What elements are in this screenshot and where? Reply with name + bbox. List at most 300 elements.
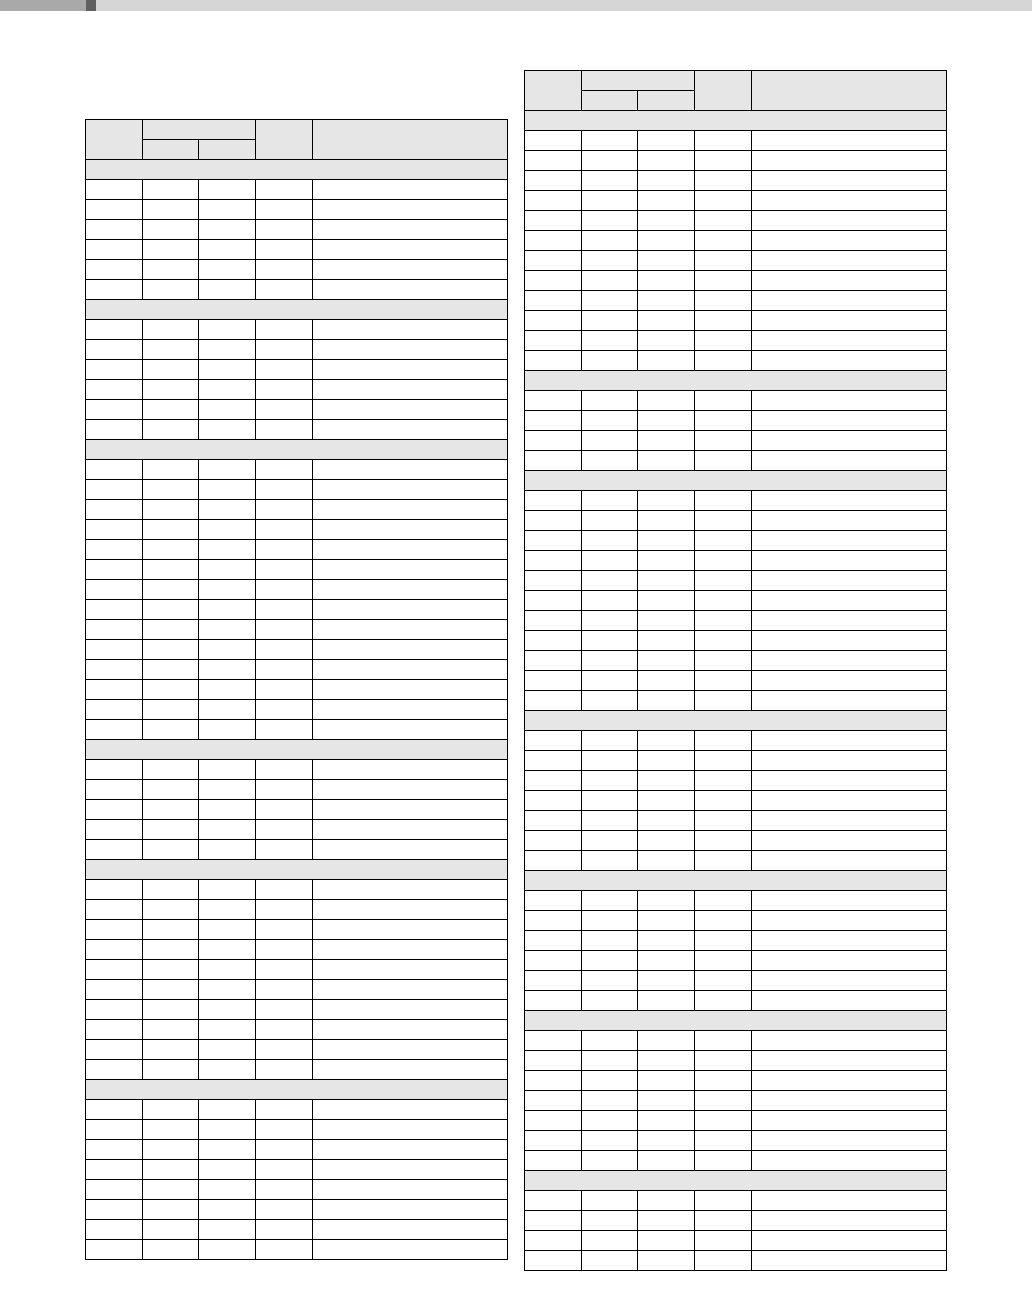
table-cell: [752, 391, 947, 411]
table-cell: [256, 1000, 313, 1020]
table-cell: [525, 1211, 582, 1231]
table-cell: [199, 960, 256, 980]
table-cell: [638, 931, 695, 951]
table-row: [86, 560, 508, 580]
table-cell: [86, 1240, 143, 1260]
table-row: [86, 500, 508, 520]
table-cell: [752, 531, 947, 551]
table-row: [86, 260, 508, 280]
table-row: [525, 891, 947, 911]
table-cell: [143, 620, 199, 640]
table-cell: [525, 151, 582, 171]
table-cell: [525, 571, 582, 591]
table-row: [86, 660, 508, 680]
table-cell: [695, 1051, 752, 1071]
table-row: [525, 1091, 947, 1111]
table-cell: [525, 171, 582, 191]
table-cell: [86, 1060, 143, 1080]
table-cell: [86, 560, 143, 580]
table-cell: [199, 340, 256, 360]
header-sub-1: [143, 140, 199, 160]
data-table-left: [85, 119, 508, 1260]
table-cell: [256, 620, 313, 640]
table-cell: [695, 191, 752, 211]
table-cell: [313, 200, 508, 220]
table-cell: [256, 820, 313, 840]
table-cell: [256, 800, 313, 820]
table-cell: [752, 1111, 947, 1131]
table-cell: [638, 651, 695, 671]
table-cell: [638, 291, 695, 311]
table-cell: [199, 180, 256, 200]
table-cell: [86, 960, 143, 980]
table-cell: [143, 720, 199, 740]
table-cell: [199, 900, 256, 920]
table-row: [525, 351, 947, 371]
table-cell: [638, 351, 695, 371]
table-cell: [313, 1140, 508, 1160]
table-cell: [638, 631, 695, 651]
table-cell: [86, 1100, 143, 1120]
table-cell: [86, 720, 143, 740]
section-title: [525, 371, 947, 391]
table-cell: [695, 991, 752, 1011]
table-cell: [143, 220, 199, 240]
table-cell: [695, 391, 752, 411]
table-cell: [525, 631, 582, 651]
table-cell: [86, 1200, 143, 1220]
table-cell: [525, 1191, 582, 1211]
table-cell: [86, 280, 143, 300]
section-title: [525, 1011, 947, 1031]
table-cell: [525, 891, 582, 911]
table-cell: [695, 811, 752, 831]
table-cell: [582, 971, 638, 991]
table-cell: [638, 151, 695, 171]
section-title: [86, 160, 508, 180]
table-cell: [86, 880, 143, 900]
table-row: [86, 1100, 508, 1120]
table-cell: [695, 1231, 752, 1251]
table-cell: [582, 551, 638, 571]
table-row: [86, 220, 508, 240]
table-row: [525, 731, 947, 751]
table-row: [86, 1240, 508, 1260]
table-cell: [313, 1020, 508, 1040]
table-cell: [313, 1100, 508, 1120]
table-cell: [525, 691, 582, 711]
table-cell: [199, 980, 256, 1000]
table-cell: [256, 200, 313, 220]
table-cell: [199, 1220, 256, 1240]
table-row: [86, 920, 508, 940]
table-cell: [582, 511, 638, 531]
table-cell: [143, 920, 199, 940]
table-row: [86, 180, 508, 200]
table-cell: [86, 540, 143, 560]
table-cell: [582, 891, 638, 911]
table-cell: [199, 420, 256, 440]
table-cell: [695, 1151, 752, 1171]
table-cell: [695, 971, 752, 991]
table-cell: [86, 640, 143, 660]
table-cell: [752, 151, 947, 171]
table-cell: [199, 560, 256, 580]
table-cell: [143, 1120, 199, 1140]
table-row: [86, 580, 508, 600]
table-cell: [313, 380, 508, 400]
table-row: [86, 200, 508, 220]
table-cell: [143, 340, 199, 360]
table-cell: [143, 980, 199, 1000]
table-cell: [752, 551, 947, 571]
table-cell: [582, 991, 638, 1011]
table-cell: [199, 360, 256, 380]
table-cell: [638, 451, 695, 471]
table-cell: [86, 480, 143, 500]
table-cell: [86, 360, 143, 380]
table-cell: [199, 1040, 256, 1060]
table-cell: [695, 151, 752, 171]
table-cell: [313, 680, 508, 700]
table-cell: [256, 660, 313, 680]
table-cell: [313, 760, 508, 780]
table-cell: [143, 820, 199, 840]
table-cell: [256, 600, 313, 620]
table-cell: [695, 331, 752, 351]
table-row: [525, 431, 947, 451]
table-cell: [86, 260, 143, 280]
table-cell: [752, 291, 947, 311]
table-cell: [86, 1020, 143, 1040]
table-cell: [313, 800, 508, 820]
table-cell: [638, 211, 695, 231]
header-col-4: [256, 120, 313, 160]
table-cell: [695, 1031, 752, 1051]
table-row: [86, 960, 508, 980]
table-cell: [199, 460, 256, 480]
table-row: [86, 400, 508, 420]
table-row: [86, 240, 508, 260]
table-cell: [143, 380, 199, 400]
table-cell: [256, 400, 313, 420]
table-cell: [199, 240, 256, 260]
table-cell: [695, 551, 752, 571]
table-cell: [695, 651, 752, 671]
table-cell: [695, 511, 752, 531]
table-cell: [695, 531, 752, 551]
table-cell: [638, 1251, 695, 1271]
table-cell: [313, 940, 508, 960]
table-cell: [199, 620, 256, 640]
table-row: [86, 1000, 508, 1020]
table-cell: [86, 240, 143, 260]
table-cell: [638, 511, 695, 531]
table-cell: [199, 880, 256, 900]
section-row: [525, 871, 947, 891]
table-cell: [752, 991, 947, 1011]
table-cell: [525, 911, 582, 931]
table-row: [525, 851, 947, 871]
table-cell: [695, 1091, 752, 1111]
table-cell: [143, 580, 199, 600]
table-row: [86, 1200, 508, 1220]
table-cell: [582, 771, 638, 791]
table-cell: [143, 700, 199, 720]
table-cell: [86, 980, 143, 1000]
section-title: [86, 740, 508, 760]
table-cell: [313, 260, 508, 280]
table-cell: [638, 411, 695, 431]
table-cell: [582, 231, 638, 251]
table-cell: [199, 220, 256, 240]
table-row: [86, 980, 508, 1000]
table-cell: [752, 791, 947, 811]
table-cell: [313, 360, 508, 380]
table-cell: [638, 491, 695, 511]
table-cell: [638, 611, 695, 631]
table-cell: [582, 1071, 638, 1091]
table-cell: [86, 420, 143, 440]
table-cell: [313, 1180, 508, 1200]
table-cell: [638, 531, 695, 551]
table-cell: [143, 1020, 199, 1040]
table-cell: [313, 220, 508, 240]
table-row: [86, 1160, 508, 1180]
table-cell: [695, 451, 752, 471]
table-row: [525, 931, 947, 951]
table-cell: [525, 291, 582, 311]
section-row: [525, 711, 947, 731]
table-cell: [256, 1040, 313, 1060]
table-cell: [695, 791, 752, 811]
table-cell: [256, 380, 313, 400]
table-row: [525, 271, 947, 291]
table-cell: [199, 1180, 256, 1200]
table-cell: [582, 251, 638, 271]
table-cell: [582, 311, 638, 331]
table-cell: [313, 1200, 508, 1220]
section-row: [86, 1080, 508, 1100]
table-cell: [86, 920, 143, 940]
table-cell: [313, 920, 508, 940]
table-cell: [638, 751, 695, 771]
table-cell: [525, 311, 582, 331]
table-row: [86, 520, 508, 540]
table-cell: [695, 351, 752, 371]
table-row: [525, 131, 947, 151]
table-cell: [256, 680, 313, 700]
accent-bar-dark-segment: [86, 0, 96, 11]
table-cell: [695, 1131, 752, 1151]
table-cell: [143, 180, 199, 200]
table-row: [86, 360, 508, 380]
table-row: [525, 1151, 947, 1171]
table-row: [86, 720, 508, 740]
table-cell: [752, 431, 947, 451]
table-cell: [752, 1031, 947, 1051]
table-cell: [752, 591, 947, 611]
table-cell: [695, 211, 752, 231]
table-cell: [582, 951, 638, 971]
table-row: [86, 840, 508, 860]
table-row: [86, 340, 508, 360]
table-cell: [695, 1111, 752, 1131]
table-cell: [256, 780, 313, 800]
table-cell: [695, 671, 752, 691]
table-cell: [313, 900, 508, 920]
table-cell: [86, 600, 143, 620]
table-row: [525, 311, 947, 331]
table-cell: [86, 380, 143, 400]
table-cell: [313, 720, 508, 740]
table-cell: [86, 180, 143, 200]
table-cell: [313, 1040, 508, 1060]
table-cell: [695, 611, 752, 631]
table-cell: [638, 431, 695, 451]
table-cell: [199, 660, 256, 680]
table-cell: [313, 280, 508, 300]
table-cell: [638, 951, 695, 971]
table-cell: [199, 1120, 256, 1140]
table-cell: [525, 971, 582, 991]
table-cell: [638, 311, 695, 331]
table-row: [525, 611, 947, 631]
table-cell: [695, 131, 752, 151]
table-cell: [313, 600, 508, 620]
table-cell: [256, 1180, 313, 1200]
table-cell: [582, 411, 638, 431]
table-cell: [525, 391, 582, 411]
table-cell: [752, 851, 947, 871]
table-cell: [86, 340, 143, 360]
header-sub-2: [638, 91, 695, 111]
table-cell: [143, 680, 199, 700]
table-cell: [638, 131, 695, 151]
table-cell: [86, 660, 143, 680]
table-cell: [313, 240, 508, 260]
table-cell: [199, 640, 256, 660]
table-cell: [582, 391, 638, 411]
table-row: [86, 420, 508, 440]
table-cell: [582, 651, 638, 671]
table-cell: [638, 251, 695, 271]
table-cell: [199, 1240, 256, 1260]
table-cell: [525, 811, 582, 831]
table-cell: [582, 331, 638, 351]
table-cell: [695, 1251, 752, 1271]
table-cell: [86, 460, 143, 480]
table-cell: [86, 1140, 143, 1160]
table-cell: [256, 260, 313, 280]
table-cell: [525, 651, 582, 671]
table-cell: [525, 851, 582, 871]
table-cell: [256, 880, 313, 900]
table-row: [86, 600, 508, 620]
table-cell: [525, 1051, 582, 1071]
table-cell: [752, 171, 947, 191]
table-cell: [638, 1071, 695, 1091]
table-cell: [638, 331, 695, 351]
table-cell: [256, 420, 313, 440]
header-group: [143, 120, 256, 140]
table-cell: [525, 411, 582, 431]
table-cell: [199, 540, 256, 560]
table-cell: [752, 231, 947, 251]
table-cell: [638, 971, 695, 991]
table-cell: [199, 780, 256, 800]
table-cell: [582, 271, 638, 291]
table-cell: [256, 1100, 313, 1120]
table-cell: [582, 191, 638, 211]
table-cell: [638, 231, 695, 251]
table-cell: [582, 791, 638, 811]
table-cell: [582, 731, 638, 751]
table-cell: [199, 1140, 256, 1160]
table-cell: [752, 1251, 947, 1271]
table-cell: [525, 771, 582, 791]
table-cell: [525, 191, 582, 211]
section-title: [525, 1171, 947, 1191]
table-cell: [143, 400, 199, 420]
table-cell: [199, 280, 256, 300]
table-cell: [525, 931, 582, 951]
table-cell: [143, 540, 199, 560]
table-cell: [313, 780, 508, 800]
table-cell: [313, 880, 508, 900]
table-cell: [313, 980, 508, 1000]
table-cell: [525, 1111, 582, 1131]
table-cell: [199, 600, 256, 620]
table-row: [86, 280, 508, 300]
table-cell: [525, 731, 582, 751]
table-cell: [143, 1140, 199, 1160]
table-cell: [752, 131, 947, 151]
table-cell: [638, 591, 695, 611]
table-cell: [638, 891, 695, 911]
table-row: [525, 211, 947, 231]
table-cell: [638, 1211, 695, 1231]
table-cell: [143, 420, 199, 440]
table-cell: [582, 431, 638, 451]
table-cell: [143, 940, 199, 960]
table-row: [525, 771, 947, 791]
table-cell: [752, 691, 947, 711]
table-cell: [143, 1160, 199, 1180]
table-cell: [638, 671, 695, 691]
table-cell: [582, 911, 638, 931]
table-row: [86, 620, 508, 640]
table-row: [525, 571, 947, 591]
table-cell: [256, 720, 313, 740]
table-row: [86, 800, 508, 820]
table-cell: [752, 891, 947, 911]
table-cell: [752, 831, 947, 851]
table-cell: [525, 791, 582, 811]
table-cell: [752, 571, 947, 591]
table-row: [525, 151, 947, 171]
table-cell: [638, 911, 695, 931]
table-cell: [695, 631, 752, 651]
table-cell: [525, 491, 582, 511]
header-col-5: [313, 120, 508, 160]
table-cell: [313, 580, 508, 600]
table-cell: [638, 1091, 695, 1111]
table-cell: [256, 480, 313, 500]
table-cell: [582, 591, 638, 611]
table-cell: [582, 671, 638, 691]
table-row: [86, 760, 508, 780]
